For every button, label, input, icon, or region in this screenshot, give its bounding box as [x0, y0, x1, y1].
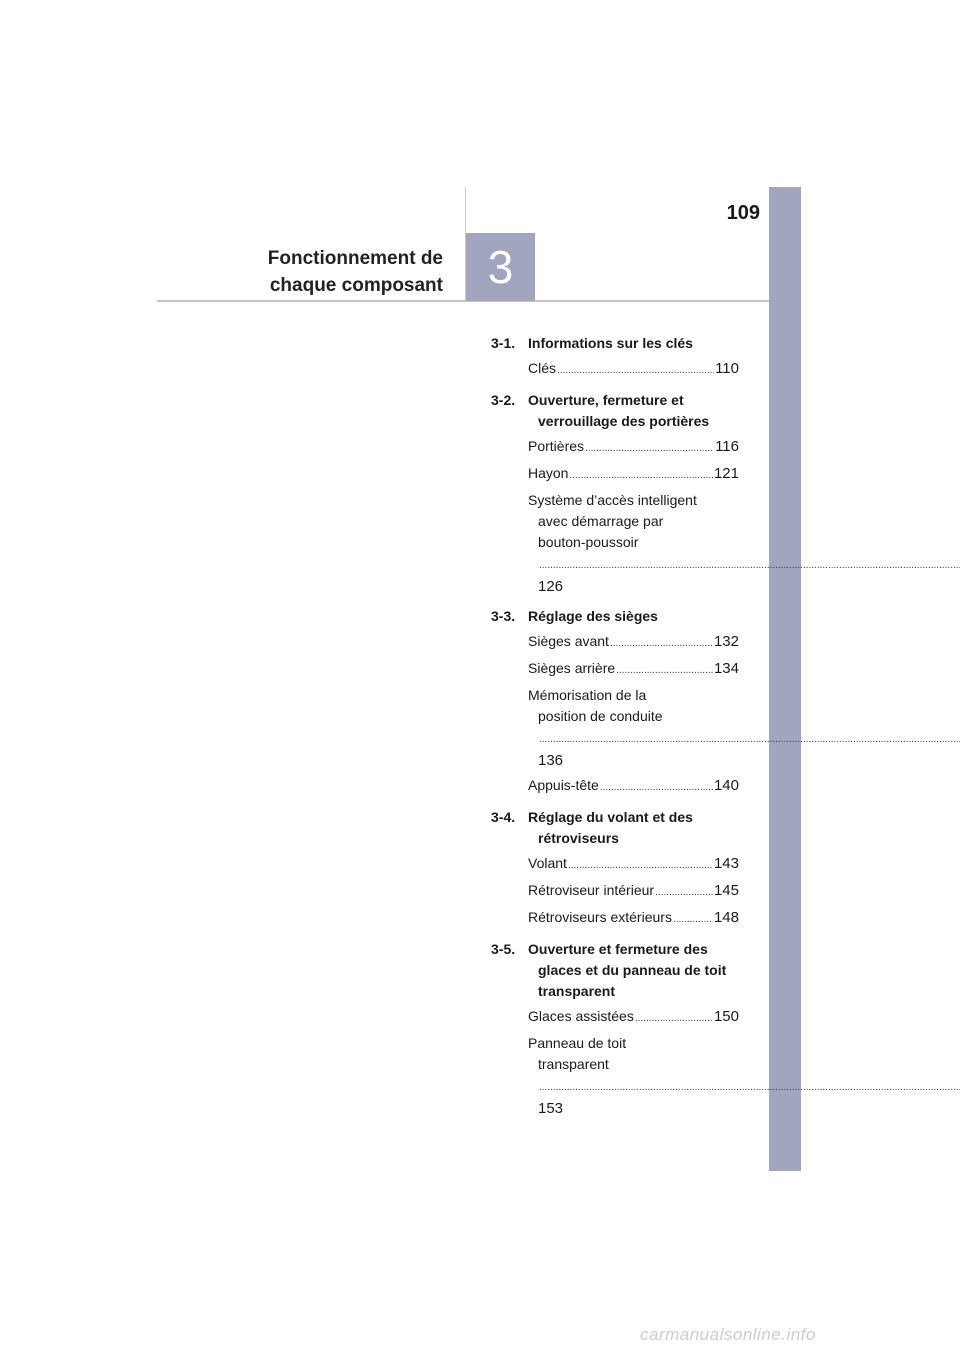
- toc-entry-row: [528, 463, 739, 486]
- toc-entry-page: 145: [713, 882, 739, 899]
- section-title-line: verrouillage des portières: [538, 413, 710, 429]
- toc-entry-page: 132: [713, 633, 739, 650]
- toc-section: [491, 390, 739, 597]
- leader-dots: [635, 1008, 713, 1029]
- leader-dots: [557, 360, 714, 381]
- toc-entry-label: Portières: [528, 438, 585, 454]
- section-number: 3-1.: [491, 335, 516, 351]
- leader-dots: [610, 633, 713, 654]
- toc-entry-page: 134: [713, 660, 739, 677]
- leader-dots: [569, 465, 713, 486]
- section-number: 3-4.: [491, 809, 516, 825]
- chapter-title: [268, 245, 443, 299]
- section-title-line: rétroviseurs: [538, 830, 619, 846]
- toc-section: [491, 606, 739, 798]
- toc-entry[interactable]: [528, 436, 739, 459]
- toc-entry-row: [528, 658, 739, 681]
- leader-dots: [539, 734, 960, 745]
- toc-entry-row: [528, 907, 739, 930]
- toc-entry-row: [528, 775, 739, 798]
- section-heading[interactable]: [491, 606, 739, 627]
- section-title: [528, 807, 739, 849]
- toc-entry-page: 116: [715, 438, 739, 455]
- toc-entry-page: 136: [538, 752, 564, 769]
- toc-section: [491, 333, 739, 381]
- leader-dots: [600, 777, 713, 798]
- toc-entry-row: [528, 358, 739, 381]
- toc-entry-page: 148: [713, 909, 739, 926]
- section-heading[interactable]: [491, 807, 739, 849]
- toc-entry[interactable]: [528, 685, 739, 771]
- page-number: 109: [726, 202, 760, 224]
- toc-entry-label-cont: position de conduite: [538, 708, 663, 724]
- section-title-line: Ouverture et fermeture des: [528, 941, 708, 957]
- toc-entry-row: [528, 436, 739, 459]
- toc-entry[interactable]: [528, 490, 739, 597]
- toc-entry-label-cont: avec démarrage par: [538, 513, 664, 529]
- header-horizontal-rule: [157, 300, 769, 302]
- watermark-text: carmanualsonline.info: [640, 1325, 816, 1344]
- section-heading[interactable]: [491, 939, 739, 1002]
- toc-entry-label: Glaces assistées: [528, 1008, 634, 1024]
- section-number: 3-2.: [491, 392, 516, 408]
- leader-dots: [616, 660, 713, 681]
- toc-entry-page: 121: [713, 465, 739, 482]
- toc-entry-page: 150: [713, 1008, 739, 1025]
- toc-entry-label: Volant: [528, 855, 567, 871]
- toc-entry-row: [528, 853, 739, 876]
- toc-entry[interactable]: [528, 658, 739, 681]
- section-title-line: transparent: [538, 983, 616, 999]
- toc-entry-page: 126: [538, 578, 564, 595]
- toc-entry-row: [528, 706, 739, 771]
- toc-entry-page: 140: [713, 777, 739, 794]
- section-title-line: Informations sur les clés: [528, 335, 693, 351]
- toc-entry-label-cont: transparent: [538, 1056, 609, 1072]
- chapter-title-line-1: Fonctionnement de: [267, 248, 443, 269]
- toc-entry-label: Hayon: [528, 465, 569, 481]
- toc-entry-label: Mémorisation de la: [528, 687, 647, 703]
- leader-dots: [673, 909, 713, 930]
- section-heading[interactable]: [491, 390, 739, 432]
- chapter-thumb-tab: [769, 187, 801, 1171]
- toc-entry-label: Sièges avant: [528, 633, 609, 649]
- section-title-line: Réglage des sièges: [528, 608, 658, 624]
- toc-entry-page: 153: [538, 1100, 564, 1117]
- leader-dots: [568, 855, 713, 876]
- chapter-number-box: [466, 233, 535, 301]
- toc-entry-row: [528, 1054, 739, 1119]
- section-title-line: Ouverture, fermeture et: [528, 392, 684, 408]
- toc-entry[interactable]: [528, 853, 739, 876]
- toc-entry-page: 110: [715, 360, 739, 377]
- section-title: [528, 333, 739, 354]
- toc-entry-page: 143: [713, 855, 739, 872]
- toc-entry[interactable]: [528, 463, 739, 486]
- leader-dots: [539, 560, 960, 571]
- section-heading[interactable]: [491, 333, 739, 354]
- leader-dots: [655, 882, 713, 903]
- toc-entry-label-cont: bouton-poussoir: [538, 534, 639, 550]
- toc-entry-row: [528, 880, 739, 903]
- section-title: [528, 939, 739, 1002]
- toc-entry-row: [528, 1006, 739, 1029]
- toc-entry[interactable]: [528, 880, 739, 903]
- section-title: [528, 390, 739, 432]
- toc-entry[interactable]: [528, 775, 739, 798]
- section-title: [528, 606, 739, 627]
- toc-entry[interactable]: [528, 907, 739, 930]
- toc-entry[interactable]: [528, 358, 739, 381]
- chapter-title-line-2: chaque composant: [269, 275, 443, 296]
- leader-dots: [539, 1082, 960, 1093]
- section-title-line: glaces et du panneau de toit: [538, 962, 727, 978]
- toc-entry-label: Appuis-tête: [528, 777, 599, 793]
- toc-section: [491, 807, 739, 930]
- toc-entry-label: Sièges arrière: [528, 660, 616, 676]
- table-of-contents: [491, 333, 739, 1128]
- toc-entry-label: Rétroviseurs extérieurs: [528, 909, 672, 925]
- toc-entry-label: Rétroviseur intérieur: [528, 882, 655, 898]
- section-number: 3-3.: [491, 608, 516, 624]
- toc-entry-label: Système d’accès intelligent: [528, 492, 697, 508]
- toc-entry[interactable]: [528, 631, 739, 654]
- toc-entry-label: Panneau de toit: [528, 1035, 627, 1051]
- toc-entry-row: [528, 631, 739, 654]
- chapter-number: 3: [487, 241, 514, 293]
- section-title-line: Réglage du volant et des: [528, 809, 693, 825]
- toc-entry[interactable]: [528, 1006, 739, 1029]
- section-number: 3-5.: [491, 941, 516, 957]
- toc-section: [491, 939, 739, 1119]
- toc-entry-row: [528, 532, 739, 597]
- toc-entry-label: Clés: [528, 360, 557, 376]
- toc-entry[interactable]: [528, 1033, 739, 1119]
- leader-dots: [585, 438, 714, 459]
